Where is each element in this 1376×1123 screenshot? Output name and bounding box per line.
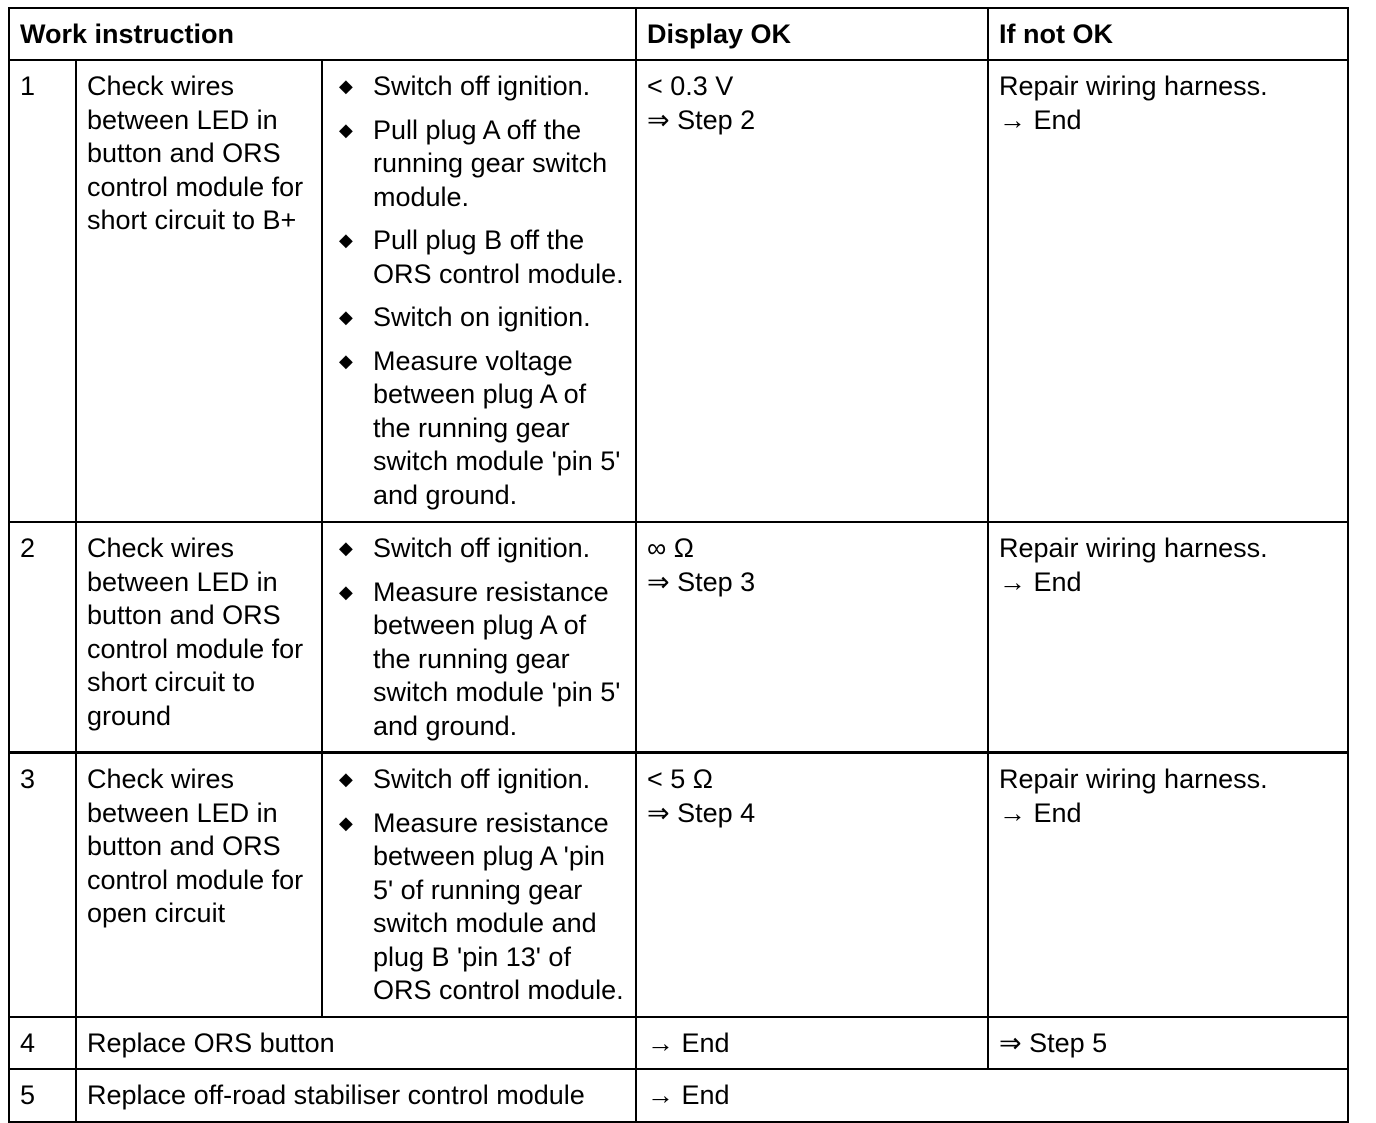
ok-action: ⇒ Step 4 [647,797,756,828]
table-row [9,1017,1348,1070]
table-row [9,753,1348,1017]
notok-action: → End [999,797,1082,828]
table-row [9,60,1348,522]
header-work-instruction: Work instruction [9,8,636,60]
ok-action: ⇒ Step 2 [647,104,756,135]
display-ok-cell: → End [636,1017,988,1070]
if-not-ok-cell [988,753,1348,1017]
list-item: ◆ Switch off ignition. [333,70,625,104]
ok-value: < 5 Ω [647,764,713,794]
if-not-ok-cell [988,60,1348,522]
step-description: Replace ORS button [76,1017,636,1070]
display-ok-cell [636,753,988,1017]
step-description: Check wires between LED in button and ORS control module for open circuit [76,753,322,1017]
step-number: 4 [9,1017,76,1070]
diamond-bullet-icon: ◆ [339,812,353,833]
list-item: ◆ Pull plug B off the ORS control module. [339,225,624,289]
step-description: Replace off-road stabiliser control module [76,1069,636,1122]
work-instruction-table [8,7,1349,1123]
list-item: ◆ Measure voltage between plug A of the running gear switch module 'pin 5' and ground. [339,345,621,510]
diamond-bullet-icon: ◆ [339,230,353,250]
step-actions [322,522,636,753]
step-number: 5 [9,1069,76,1122]
list-item: ◆ Measure resistance between plug A 'pin 5' of running gear switch module and plug B 'pin 13' of ORS control module. [339,807,624,1005]
diamond-bullet-icon: ◆ [339,350,353,371]
list-item: ◆ Pull plug A off the running gear switch module. [339,114,608,212]
display-ok-cell: → End [636,1069,1348,1122]
diamond-bullet-icon: ◆ [339,538,353,558]
ok-action: ⇒ Step 3 [647,566,756,597]
diamond-bullet-icon: ◆ [339,307,353,327]
diamond-bullet-icon: ◆ [339,119,353,140]
notok-text: Repair wiring harness. [999,533,1268,563]
table-row [9,1069,1348,1122]
ok-value: < 0.3 V [647,71,734,101]
step-number: 1 [9,60,76,522]
table-row [9,522,1348,753]
header-display-ok: Display OK [636,8,988,60]
if-not-ok-cell: ⇒ Step 5 [988,1017,1348,1070]
header-if-not-ok: If not OK [988,8,1348,60]
notok-text: Repair wiring harness. [999,71,1268,101]
display-ok-cell [636,522,988,753]
display-ok-cell [636,60,988,522]
list-item: ◆ Switch on ignition. [333,301,625,335]
step-number: 3 [9,753,76,1017]
step-number: 2 [9,522,76,753]
diamond-bullet-icon: ◆ [339,581,353,602]
ok-value: ∞ Ω [647,533,694,563]
step-description: Check wires between LED in button and ORS control module for short circuit to ground [76,522,322,753]
notok-text: Repair wiring harness. [999,764,1268,794]
list-item: ◆ Measure resistance between plug A of the running gear switch module 'pin 5' and ground. [339,576,621,741]
list-item: ◆ Switch off ignition. [333,763,625,797]
step-actions [322,753,636,1017]
diamond-bullet-icon: ◆ [339,76,353,96]
step-description: Check wires between LED in button and ORS control module for short circuit to B+ [76,60,322,522]
table-header-row [9,8,1348,60]
notok-action: → End [999,566,1082,597]
list-item: ◆ Switch off ignition. [333,532,625,566]
diamond-bullet-icon: ◆ [339,769,353,789]
notok-action: → End [999,104,1082,135]
step-actions [322,60,636,522]
if-not-ok-cell [988,522,1348,753]
